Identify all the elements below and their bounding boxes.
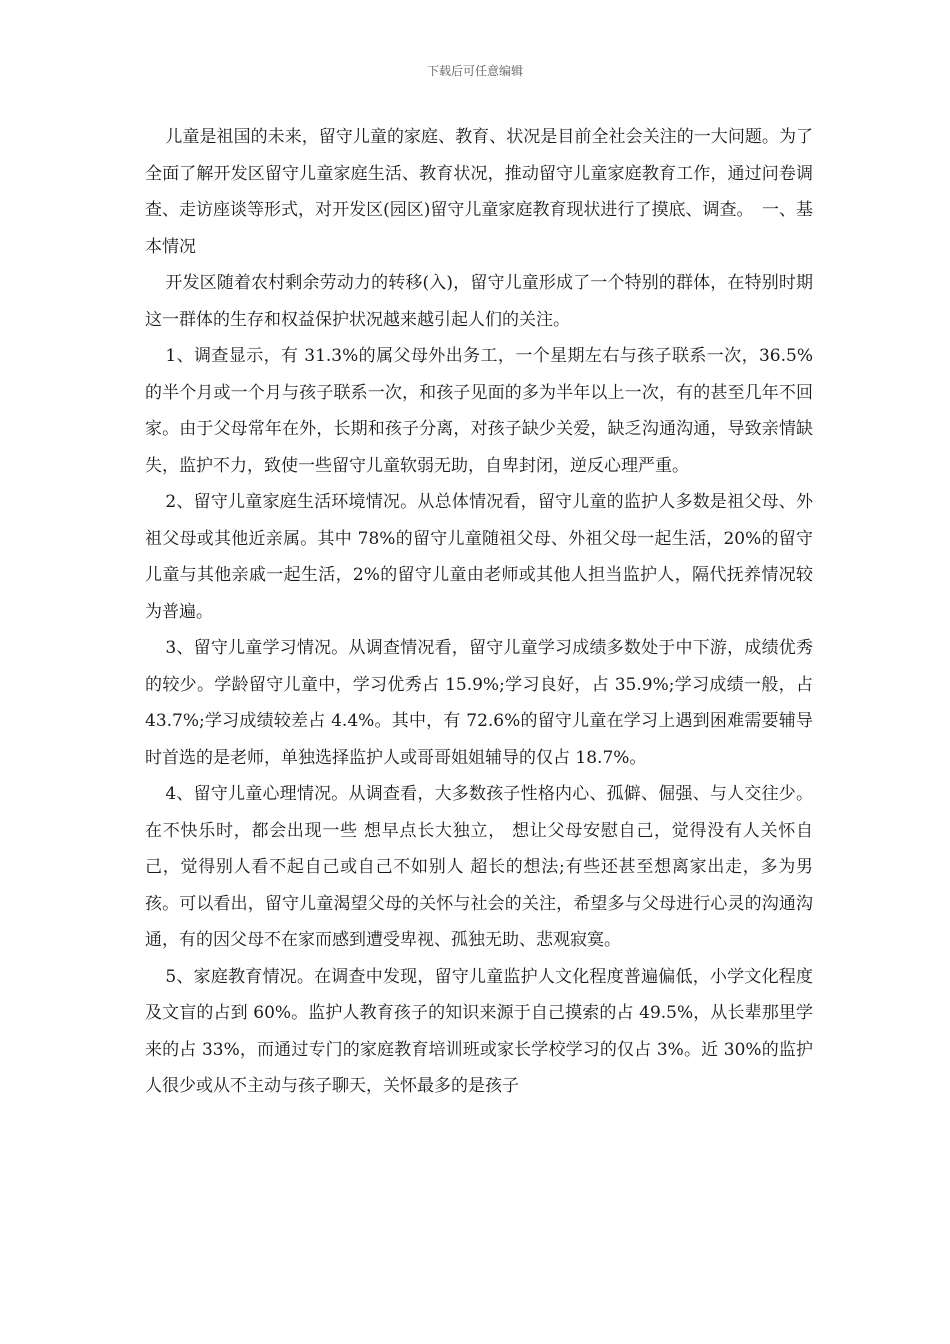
paragraph-item-2: 2、留守儿童家庭生活环境情况。从总体情况看，留守儿童的监护人多数是祖父母、外祖父母或其他近亲属。其中 78%的留守儿童随祖父母、外祖父母一起生活，20%的留守儿童与其他亲戚一起生活，2%的留守儿童由老师或其他人担当监护人，隔代抚养情况较为普遍。 [145,492,813,622]
document-body [145,119,813,1105]
paragraph-background: 开发区随着农村剩余劳动力的转移(入)，留守儿童形成了一个特别的群体，在特别时期这一群体的生存和权益保护状况越来越引起人们的关注。 [145,273,813,330]
paragraph-item-5: 5、家庭教育情况。在调查中发现，留守儿童监护人文化程度普遍偏低，小学文化程度及文盲的占到 60%。监护人教育孩子的知识来源于自己摸索的占 49.5%，从长辈那里学来的占 33%，而通过专门的家庭教育培训班或家长学校学习的仅占 3%。近 30%的监护人很少或从不主动与孩子聊天，关怀最多的是孩子 [145,966,813,1096]
page-header: 下载后可任意编辑 [426,64,523,78]
paragraph-intro: 儿童是祖国的未来，留守儿童的家庭、教育、状况是目前全社会关注的一大问题。为了全面了解开发区留守儿童家庭生活、教育状况，推动留守儿童家庭教育工作，通过问卷调查、走访座谈等形式，对开发区(园区)留守儿童家庭教育现状进行了摸底、调查。 一、基本情况 [145,127,813,257]
paragraph-item-4: 4、留守儿童心理情况。从调查看，大多数孩子性格内心、孤僻、倔强、与人交往少。在不快乐时，都会出现一些 想早点长大独立， 想让父母安慰自己，觉得没有人关怀自己，觉得别人看不起自己或自己不如别人 超长的想法;有些还甚至想离家出走，多为男孩。可以看出，留守儿童渴望父母的关怀与社会的关注，希望多与父母进行心灵的沟通沟通，有的因父母不在家而感到遭受卑视、孤独无助、悲观寂寞。 [145,784,813,950]
paragraph-item-1: 1、调查显示，有 31.3%的属父母外出务工，一个星期左右与孩子联系一次，36.5%的半个月或一个月与孩子联系一次，和孩子见面的多为半年以上一次，有的甚至几年不回家。由于父母常年在外，长期和孩子分离，对孩子缺少关爱，缺乏沟通沟通，导致亲情缺失，监护不力，致使一些留守儿童软弱无助，自卑封闭，逆反心理严重。 [145,346,813,476]
paragraph-item-3: 3、留守儿童学习情况。从调查情况看，留守儿童学习成绩多数处于中下游，成绩优秀的较少。学龄留守儿童中，学习优秀占 15.9%;学习良好，占 35.9%;学习成绩一般，占 43.7%;学习成绩较差占 4.4%。其中，有 72.6%的留守儿童在学习上遇到困难需要辅导时首选的是老师，单独选择监护人或哥哥姐姐辅导的仅占 18.7%。 [145,638,813,768]
